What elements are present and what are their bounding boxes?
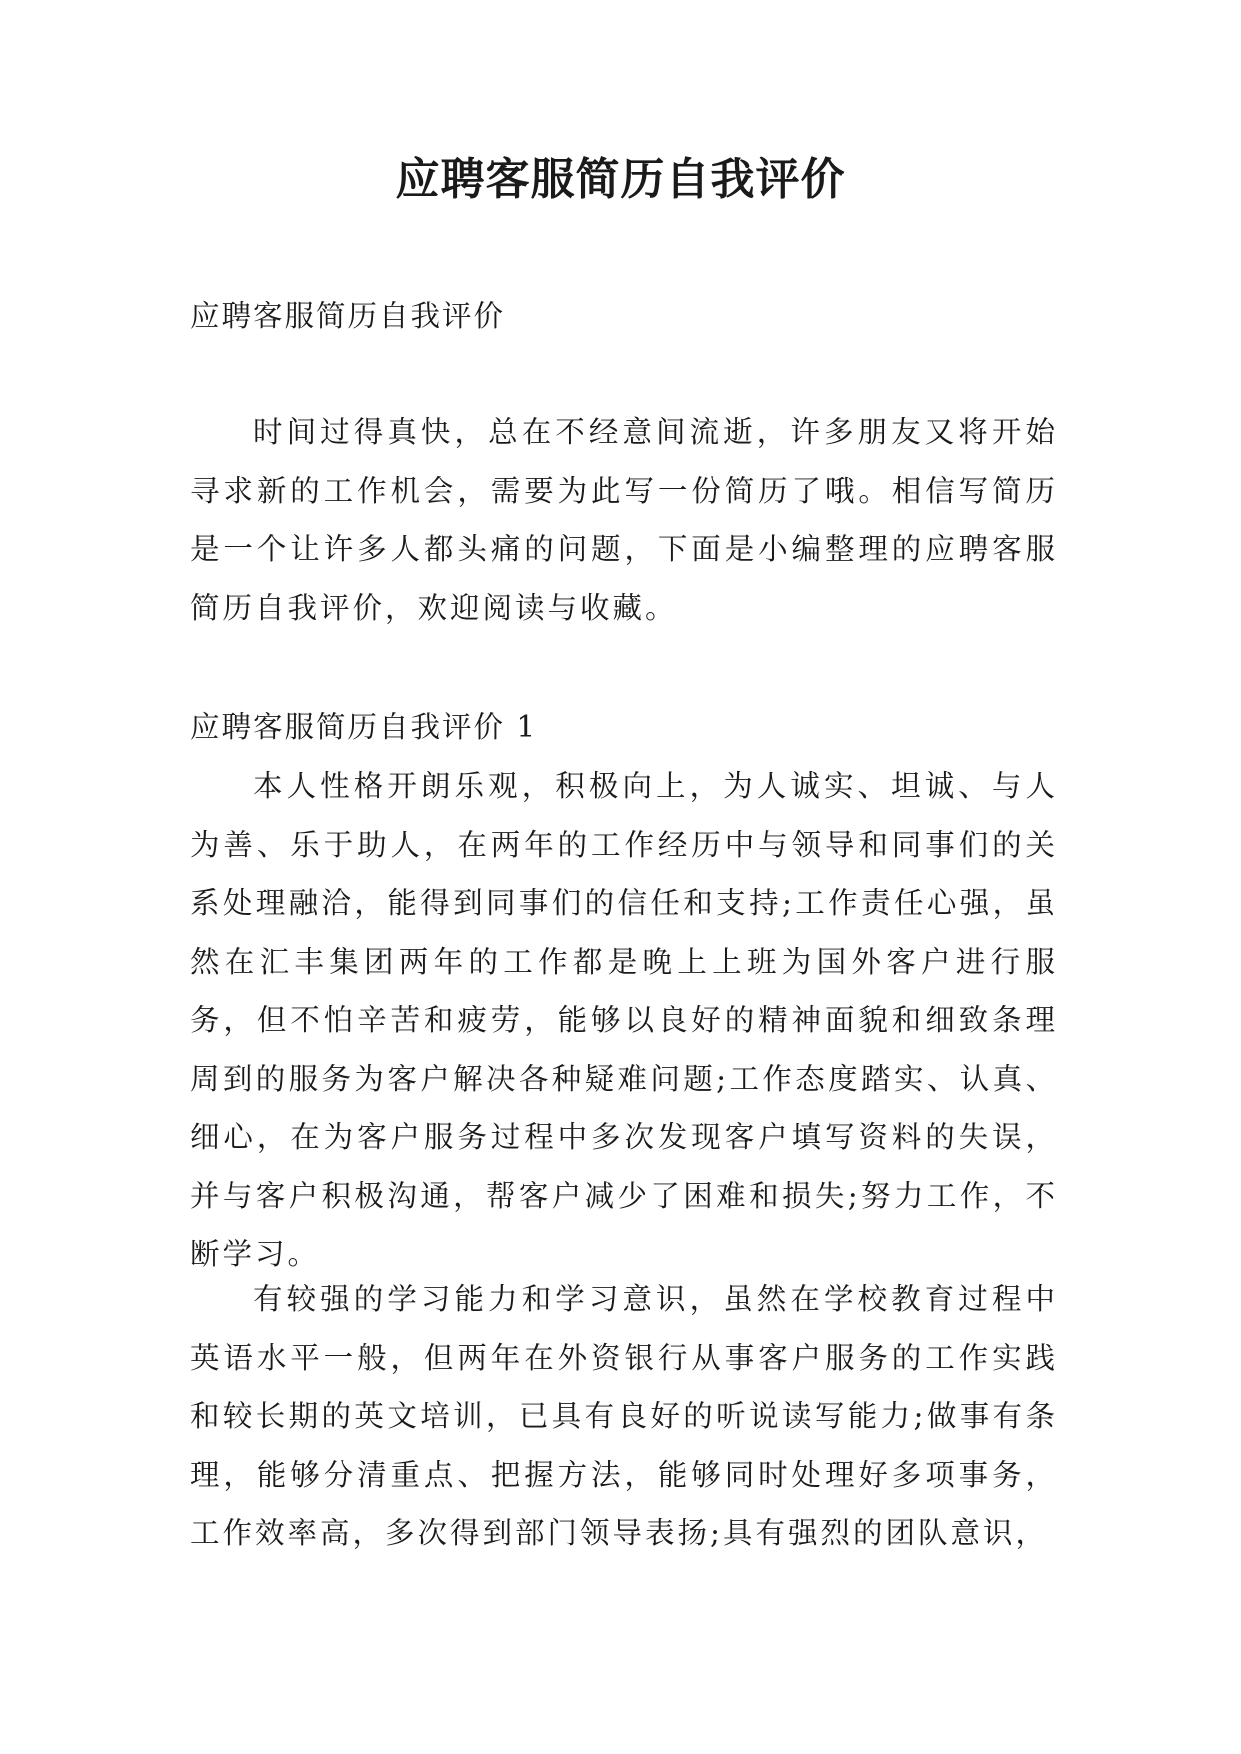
intro-paragraph: 时间过得真快，总在不经意间流逝，许多朋友又将开始寻求新的工作机会，需要为此写一份简历了哦。相信写简历是一个让许多人都头痛的问题，下面是小编整理的应聘客服简历自我评价，欢迎阅读与收藏。 (190, 415, 1058, 625)
section-heading: 应聘客服简历自我评价 1 (190, 710, 538, 744)
document-title: 应聘客服简历自我评价 (395, 154, 846, 205)
body-paragraph-1: 本人性格开朗乐观，积极向上，为人诚实、坦诚、与人为善、乐于助人，在两年的工作经历中与领导和同事们的关系处理融洽，能得到同事们的信任和支持;工作责任心强，虽然在汇丰集团两年的工作都是晚上上班为国外客户进行服务，但不怕辛苦和疲劳，能够以良好的精神面貌和细致条理周到的服务为客户解决各种疑难问题;工作态度踏实、认真、细心，在为客户服务过程中多次发现客户填写资料的失误，并与客户积极沟通，帮客户减少了困难和损失;努力工作，不断学习。 (190, 769, 1058, 1271)
body-paragraph-2: 有较强的学习能力和学习意识，虽然在学校教育过程中英语水平一般，但两年在外资银行从事客户服务的工作实践和较长期的英文培训，已具有良好的听说读写能力;做事有条理，能够分清重点、把握方法，能够同时处理好多项事务，工作效率高，多次得到部门领导表扬;具有强烈的团队意识， (190, 1282, 1058, 1550)
document-subtitle: 应聘客服简历自我评价 (190, 299, 506, 333)
